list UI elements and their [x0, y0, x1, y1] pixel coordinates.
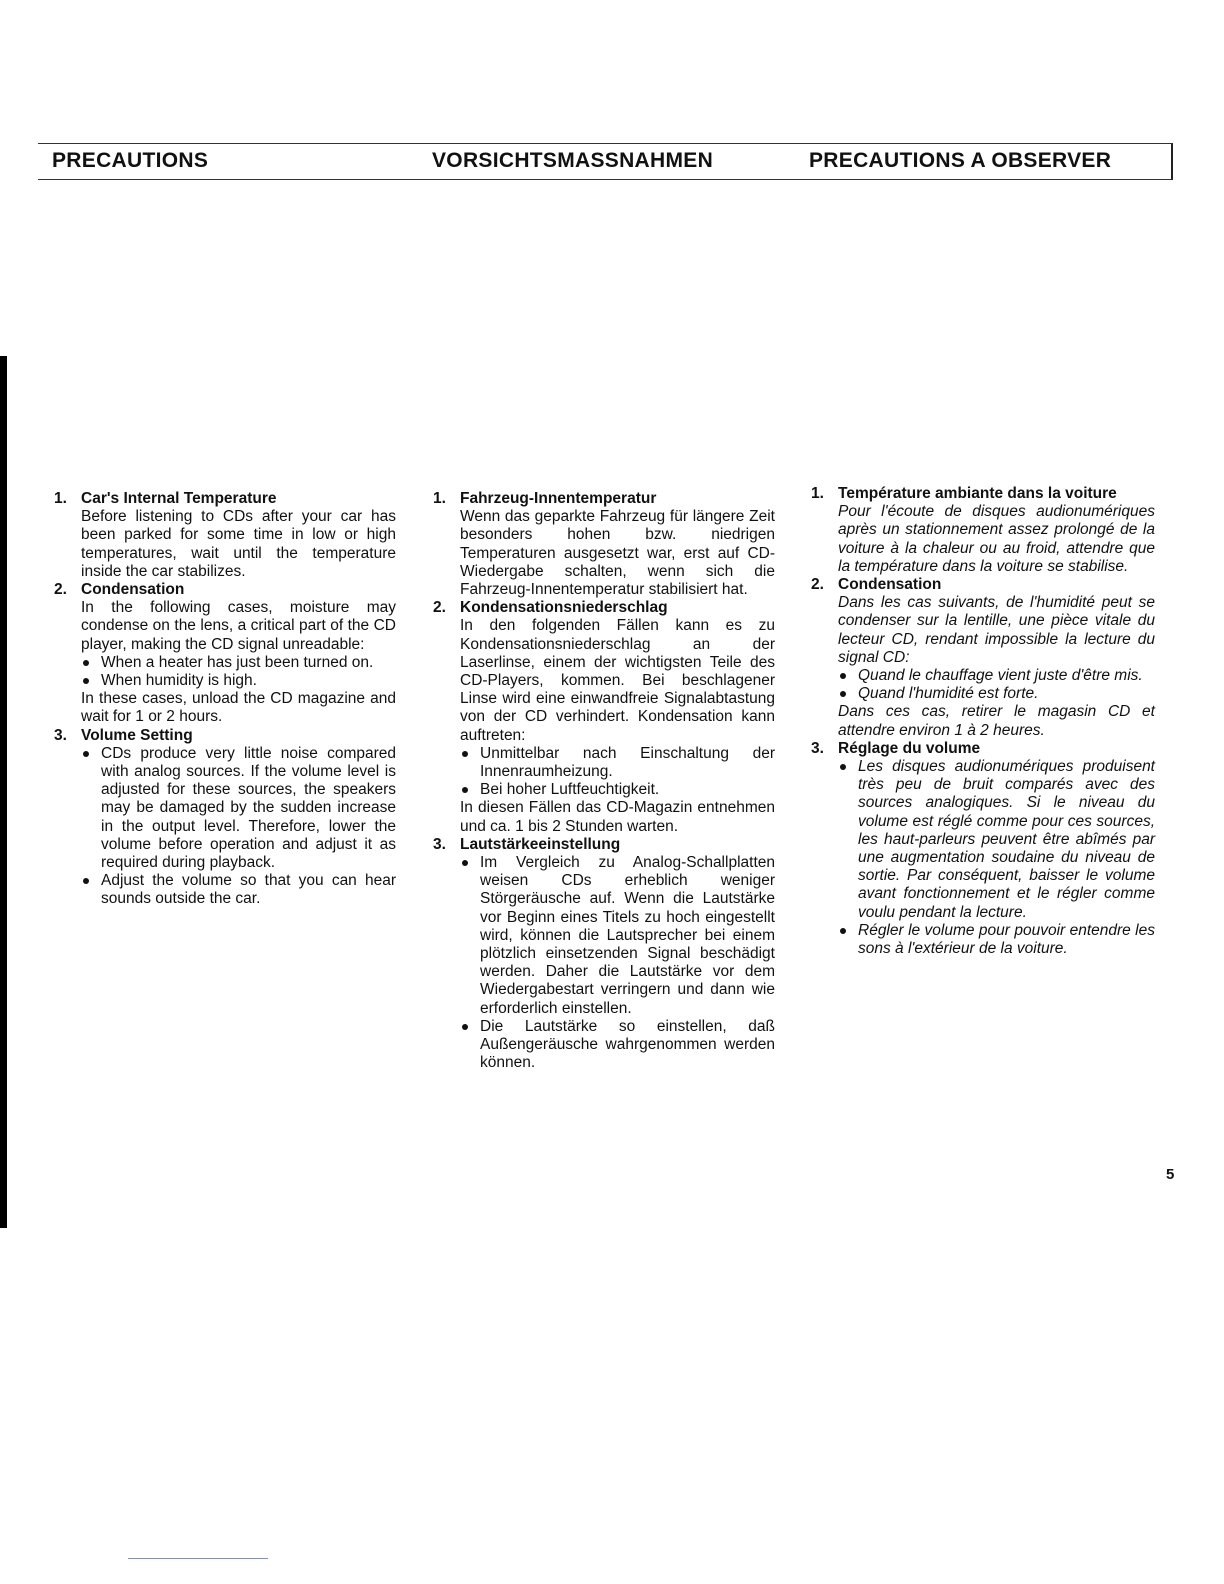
bullet-item: Adjust the volume so that you can hear sounds outside the car.: [81, 872, 396, 908]
section-title: [433, 599, 775, 617]
section-number: 1.: [433, 490, 446, 507]
section-title-text: Volume Setting: [81, 726, 193, 744]
section-number: 1.: [811, 485, 824, 502]
section-intro: In the following cases, moisture may condense on the lens, a critical part of the CD player, making the CD signal unreadable:: [81, 599, 396, 653]
section-title: [811, 485, 1155, 503]
section-intro: Dans les cas suivants, de l'humidité peut se condenser sur la lentille, une pièce vitale du lecteur CD, rendant impossible la lecture du signal CD:: [838, 594, 1155, 666]
column-german: [433, 490, 775, 1073]
header-title-en: PRECAUTIONS: [52, 149, 209, 172]
section-body: Before listening to CDs after your car has been parked for some time in low or high temperatures, wait until the temperature inside the car stabilizes.: [81, 508, 396, 580]
bullet-item: Die Lautstärke so einstellen, daß Außengeräusche wahrgenommen werden können.: [460, 1018, 775, 1073]
section-title: [433, 836, 775, 854]
column-french: [811, 485, 1155, 958]
header-title-fr: PRECAUTIONS A OBSERVER: [809, 149, 1112, 172]
section-title: [54, 727, 396, 745]
bullet-item: Quand l'humidité est forte.: [838, 685, 1155, 703]
section-title-text: Condensation: [838, 576, 942, 594]
section-number: 2.: [433, 599, 446, 617]
scan-edge-bar: [0, 356, 7, 1228]
section-number: 2.: [811, 576, 824, 594]
bullet-item: Unmittelbar nach Einschaltung der Innenraumheizung.: [460, 745, 775, 781]
bullet-item: Bei hoher Luftfeuchtigkeit.: [460, 781, 775, 799]
section-outro: In these cases, unload the CD magazine and wait for 1 or 2 hours.: [81, 690, 396, 726]
section-outro: In diesen Fällen das CD-Magazin entnehmen und ca. 1 bis 2 Stunden warten.: [460, 799, 775, 835]
bullet-list: [811, 667, 1155, 703]
section-title-text: Condensation: [81, 581, 185, 599]
section-number: 3.: [433, 835, 446, 853]
section-title-text: Lautstärkeeinstellung: [460, 835, 621, 853]
section-intro: In den folgenden Fällen kann es zu Kondensationsniederschlag an der Laserlinse, einem der wichtigsten Teile des CD-Players, kommen. Bei beschlagener Linse wird eine einwandfreie Signalabtastung von der CD verhindert. Kondensation kann auftreten:: [460, 617, 775, 744]
bullet-item: Les disques audionumériques produisent très peu de bruit comparés avec des sources analogiques. Si le niveau du volume est réglé comme pour ces sources, les haut-parleurs peuvent être abîmés par une augmentation soudaine du niveau de sortie. Par conséquent, baisser le volume avant fonctionnement et le régler comme voulu pendant la lecture.: [838, 758, 1155, 922]
bullet-item: Quand le chauffage vient juste d'être mis.: [838, 667, 1155, 685]
bullet-list: [54, 654, 396, 690]
section-number: 3.: [811, 739, 824, 757]
column-english: [54, 490, 396, 909]
section-title-text: Car's Internal Temperature: [81, 490, 277, 507]
section-number: 3.: [54, 726, 67, 744]
section-title: [433, 490, 775, 508]
bullet-list: [433, 854, 775, 1072]
bullet-item: When humidity is high.: [81, 672, 396, 690]
bullet-item: When a heater has just been turned on.: [81, 654, 396, 672]
bottom-rule: [128, 1558, 268, 1559]
section-title: [811, 576, 1155, 594]
bullet-list: [811, 758, 1155, 958]
section-title-text: Réglage du volume: [838, 739, 981, 757]
section-title-text: Fahrzeug-Innentemperatur: [460, 490, 657, 507]
section-number: 1.: [54, 490, 67, 507]
bullet-list: [54, 745, 396, 909]
bullet-item: CDs produce very little noise compared with analog sources. If the volume level is adjusted for these sources, the speakers may be damaged by the sudden increase in the output level. Therefore, lower the volume before operation and adjust it as required during playback.: [81, 745, 396, 872]
bullet-list: [433, 745, 775, 800]
section-body: Pour l'écoute de disques audionumériques après un stationnement assez prolongé de la voiture à la chaleur ou au froid, attendre que la température dans la voiture se stabilise.: [838, 503, 1155, 575]
section-title: [54, 581, 396, 599]
section-title-text: Température ambiante dans la voiture: [838, 485, 1117, 502]
section-title-text: Kondensationsniederschlag: [460, 599, 668, 617]
section-title: [811, 740, 1155, 758]
section-title: [54, 490, 396, 508]
header-title-de: VORSICHTSMASSNAHMEN: [432, 149, 714, 172]
section-outro: Dans ces cas, retirer le magasin CD et attendre environ 1 à 2 heures.: [838, 703, 1155, 739]
bullet-item: Im Vergleich zu Analog-Schallplatten weisen CDs erheblich weniger Störgeräusche auf. Wenn die Lautstärke vor Beginn eines Titels zu hoch eingestellt wird, können die Lautsprecher bei einem plötzlich einsetzenden Signal beschädigt werden. Daher die Lautstärke vor dem Wiedergabestart verringern und dann wie erforderlich einstellen.: [460, 854, 775, 1018]
bullet-item: Régler le volume pour pouvoir entendre les sons à l'extérieur de la voiture.: [838, 922, 1155, 958]
page-number: 5: [1166, 1166, 1175, 1183]
section-body: Wenn das geparkte Fahrzeug für längere Zeit besonders hohen bzw. niedrigen Temperaturen ausgesetzt war, erst auf CD-Wiedergabe schalten, wenn sich die Fahrzeug-Innentemperatur stabilisiert hat.: [460, 508, 775, 599]
section-number: 2.: [54, 581, 67, 599]
